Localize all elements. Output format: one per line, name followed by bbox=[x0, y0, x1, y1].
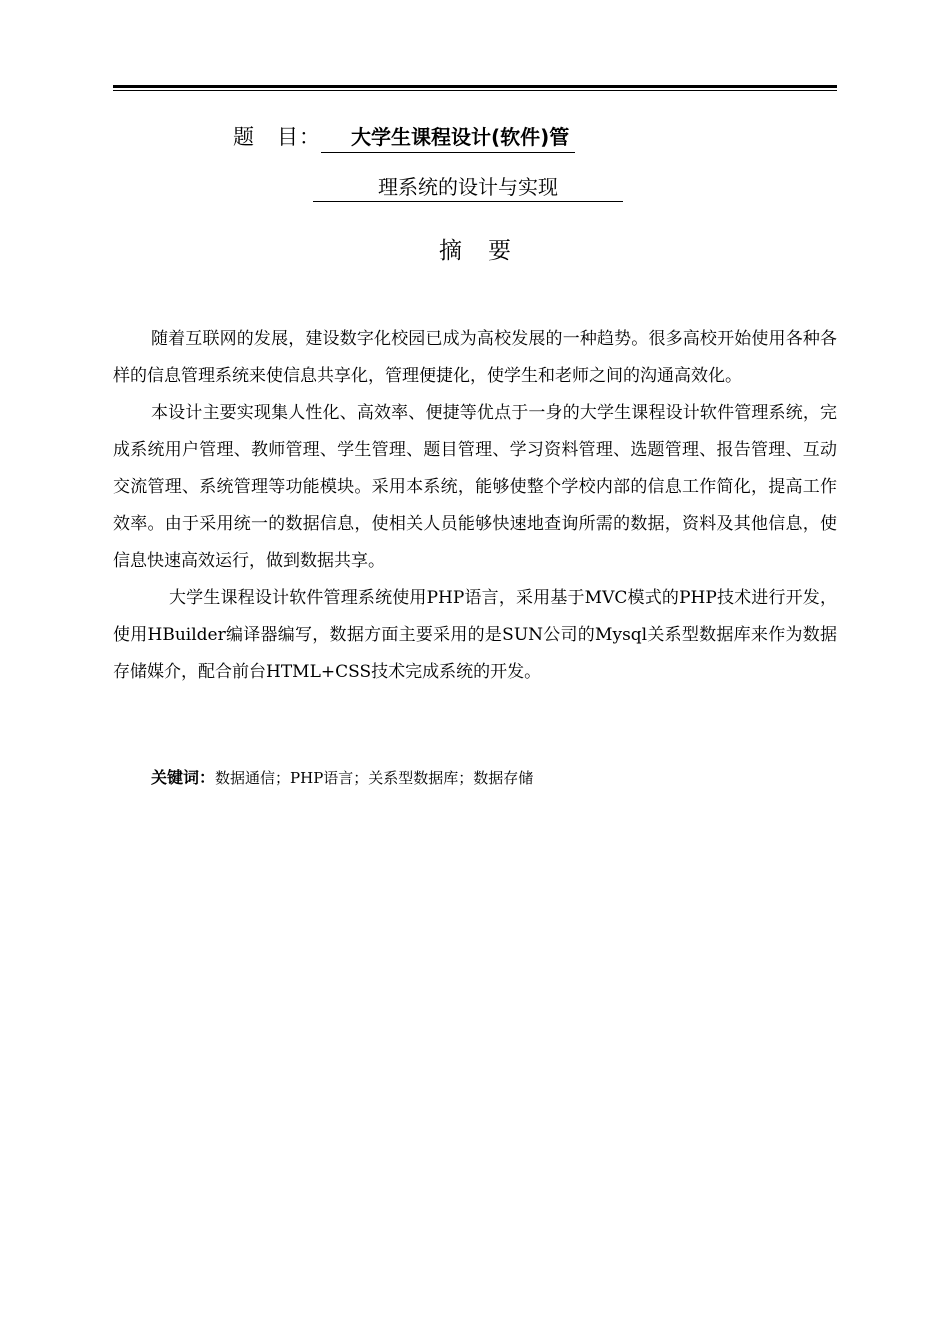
thesis-title-line-1 bbox=[233, 122, 575, 153]
abstract-heading: 摘要 bbox=[439, 238, 537, 264]
title-label: 题 目： bbox=[233, 125, 321, 149]
keywords-value: 数据通信；PHP语言；关系型数据库；数据存储 bbox=[215, 769, 534, 787]
header-rule-thin bbox=[113, 90, 837, 91]
header-rule-thick bbox=[113, 85, 837, 88]
abstract-paragraph-2: 本设计主要实现集人性化、高效率、便捷等优点于一身的大学生课程设计软件管理系统，完成系统用户管理、教师管理、学生管理、题目管理、学习资料管理、选题管理、报告管理、互动交流管理、系统管理等功能模块。采用本系统，能够使整个学校内部的信息工作简化，提高工作效率。由于采用统一的数据信息，使相关人员能够快速地查询所需的数据，资料及其他信息，使信息快速高效运行，做到数据共享。 bbox=[113, 403, 837, 571]
abstract-paragraph-1: 随着互联网的发展，建设数字化校园已成为高校发展的一种趋势。很多高校开始使用各种各样的信息管理系统来使信息共享化，管理便捷化，使学生和老师之间的沟通高效化。 bbox=[113, 329, 837, 386]
abstract-paragraph-3: 大学生课程设计软件管理系统使用PHP语言，采用基于MVC模式的PHP技术进行开发，使用HBuilder编译器编写，数据方面主要采用的是SUN公司的Mysql关系型数据库来作为数据存储媒介，配合前台HTML+CSS技术完成系统的开发。 bbox=[113, 588, 837, 682]
keywords-label: 关键词： bbox=[151, 768, 216, 787]
keywords-line bbox=[151, 764, 533, 792]
abstract-body bbox=[113, 321, 837, 691]
thesis-title-line-2: 理系统的设计与实现 bbox=[313, 173, 623, 202]
title-text-1: 大学生课程设计(软件)管 bbox=[321, 122, 575, 153]
